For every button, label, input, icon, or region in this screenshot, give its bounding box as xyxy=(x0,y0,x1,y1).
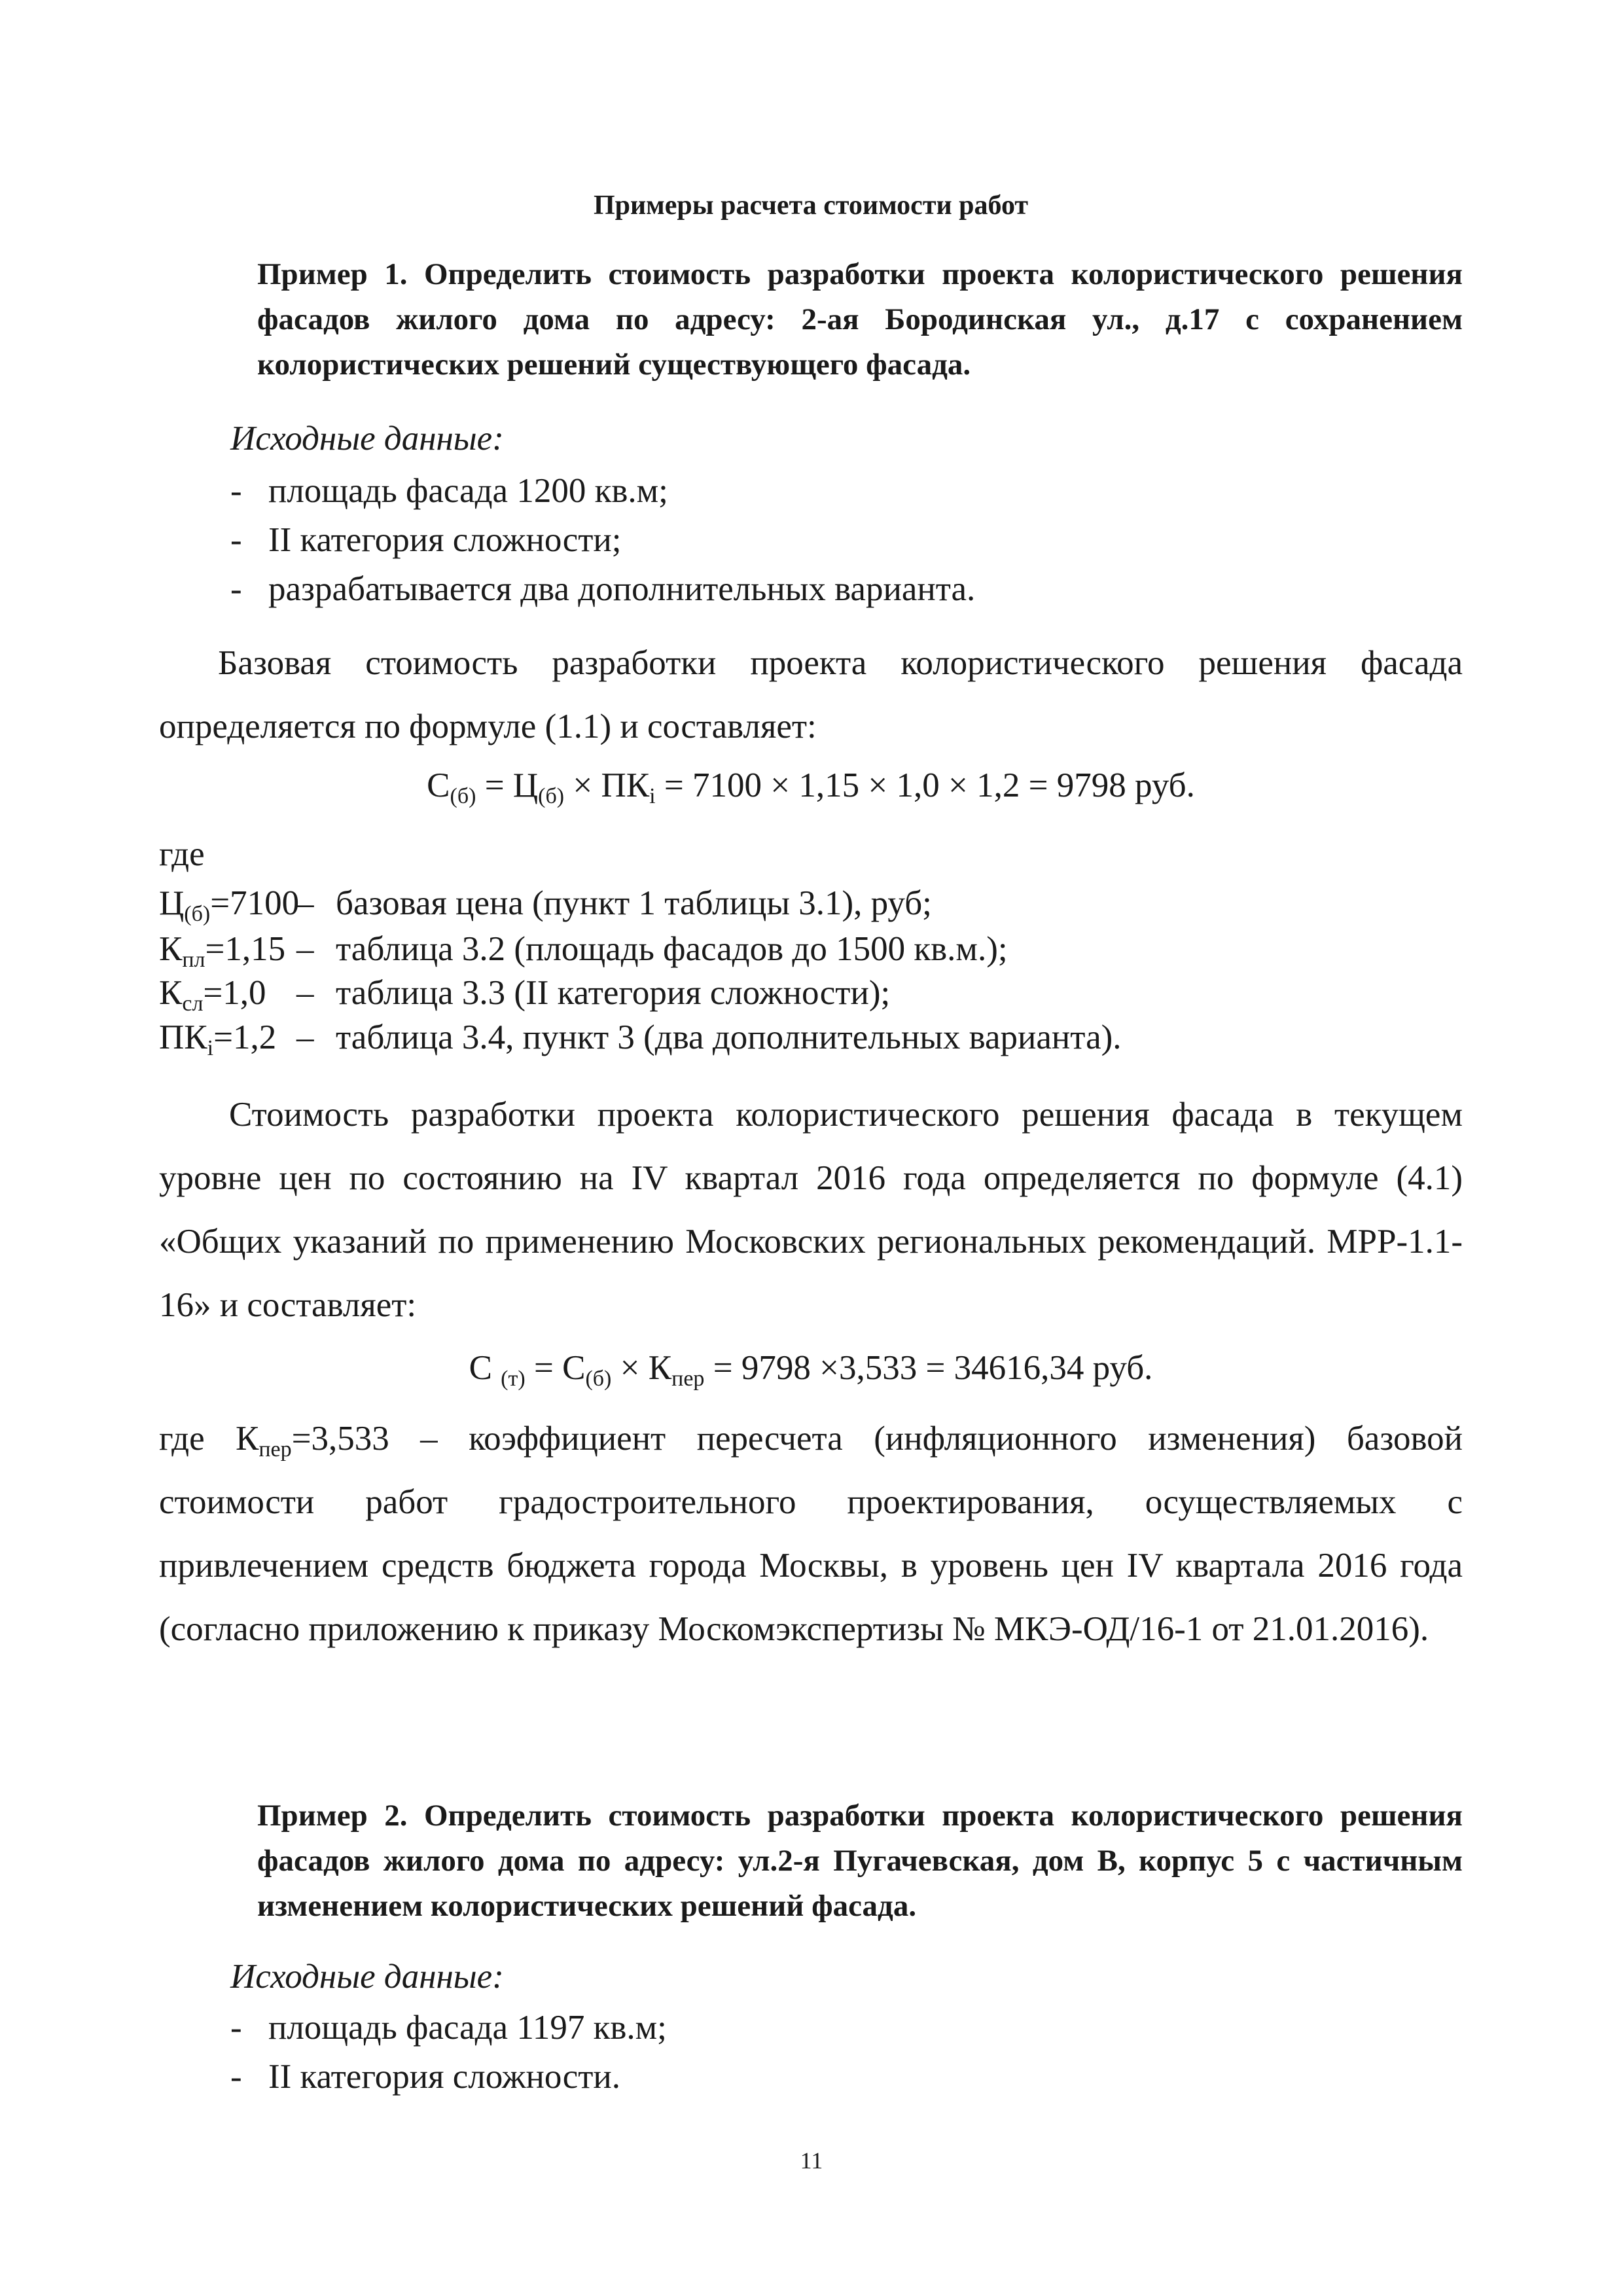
list-marker: - xyxy=(230,521,242,559)
legend-row xyxy=(159,884,1463,926)
example1-heading-text: Пример 1. Определить стоимость разработки проекта колористического решения фасадов жилого дома по адресу: 2-ая Бородинская ул., д.17 с сохранением колористических решений существующего фасада. xyxy=(257,257,1463,382)
example2-input-item xyxy=(230,2008,667,2047)
legend-dash: – xyxy=(296,930,314,968)
legend-row xyxy=(159,973,1463,1016)
formula-result: = 9798 ×3,533 = 34616,34 руб. xyxy=(704,1349,1153,1387)
example1-input-item xyxy=(230,569,975,609)
page-number: 11 xyxy=(800,2147,823,2174)
coefficient-symbol: где К xyxy=(159,1420,259,1458)
legend-symbol: $К_{сл}=1,0$ xyxy=(159,974,266,1016)
formula-subscript: (б) xyxy=(538,784,565,808)
list-marker: - xyxy=(230,2009,242,2047)
formula-subscript: пер xyxy=(259,1437,292,1462)
legend-row xyxy=(159,929,1463,972)
example2-input-item xyxy=(230,2057,620,2096)
example1-input-item xyxy=(230,471,668,511)
legend-symbol: $К_{пл}=1,15$ xyxy=(159,930,286,972)
legend-description: базовая цена (пункт 1 таблицы 3.1), руб; xyxy=(336,884,932,922)
formula-subscript: (т) xyxy=(501,1367,526,1391)
formula-symbol: × ПК xyxy=(564,766,650,804)
coefficient-text: =3,533 – коэффициент пересчета (инфляционного изменения) базовой стоимости работ градостроительного проектирования, осуществляемых с привлечением средств бюджета города Москвы, в уровень цен IV квартала 2016 года (согласно приложению к приказу Москомэкспертизы № МКЭ-ОД/16-1 от 21.01.2016). xyxy=(159,1420,1463,1648)
formula-result: = 7100 × 1,15 × 1,0 × 1,2 = 9798 руб. xyxy=(655,766,1195,804)
where-label: где xyxy=(159,835,205,873)
list-item-text: площадь фасада 1197 кв.м; xyxy=(268,2009,667,2047)
formula-subscript: пер xyxy=(671,1367,705,1391)
legend-row xyxy=(159,1018,1463,1060)
legend-symbol: $Ц_{(б)}=7100$ xyxy=(159,884,300,926)
list-item-text: площадь фасада 1200 кв.м; xyxy=(268,472,668,510)
formula-symbol: × К xyxy=(611,1349,672,1387)
coefficient-paragraph xyxy=(159,1407,1463,1661)
formula-symbol: С xyxy=(469,1349,501,1387)
formula-symbol: = Ц xyxy=(476,766,539,804)
formula-base-cost xyxy=(159,766,1463,808)
legend-description: таблица 3.2 (площадь фасадов до 1500 кв.м.); xyxy=(336,930,1008,968)
formula-subscript: (б) xyxy=(450,784,476,808)
example2-heading xyxy=(159,1793,1463,1929)
formula-subscript: i xyxy=(649,784,656,808)
legend-description: таблица 3.3 (II категория сложности); xyxy=(336,974,891,1012)
legend-description: таблица 3.4, пункт 3 (два дополнительных варианта). xyxy=(336,1018,1122,1056)
list-marker: - xyxy=(230,472,242,510)
list-item-text: разрабатывается два дополнительных варианта. xyxy=(268,570,976,608)
formula-symbol: С xyxy=(427,766,450,804)
base-cost-paragraph: Базовая стоимость разработки проекта колористического решения фасада определяется по формуле (1.1) и составляет: xyxy=(159,644,1463,745)
list-item-text: II категория сложности; xyxy=(268,521,622,559)
formula-current-cost xyxy=(159,1348,1463,1391)
example1-heading xyxy=(159,252,1463,387)
formula-symbol: = С xyxy=(525,1349,586,1387)
list-marker: - xyxy=(230,2058,242,2096)
list-item-text: II категория сложности. xyxy=(268,2058,620,2096)
legend-dash: – xyxy=(296,884,314,922)
current-cost-paragraph: Стоимость разработки проекта колористического решения фасада в текущем уровне цен по состоянию на IV квартал 2016 года определяется по формуле (4.1) «Общих указаний по применению Московских региональных рекомендаций. МРР-1.1-16» и составляет: xyxy=(159,1096,1463,1324)
example1-input-label: Исходные данные: xyxy=(230,420,504,457)
list-marker: - xyxy=(230,570,242,608)
example1-input-item xyxy=(230,520,621,560)
legend-symbol: $ПК_i=1,2$ xyxy=(159,1018,277,1060)
page-title: Примеры расчета стоимости работ xyxy=(593,190,1029,221)
legend-dash: – xyxy=(296,1018,314,1056)
example2-heading-text: Пример 2. Определить стоимость разработки проекта колористического решения фасадов жилого дома по адресу: ул.2-я Пугачевская, дом В, корпус 5 с частичным изменением колористических решений фасада. xyxy=(257,1799,1463,1923)
formula-subscript: (б) xyxy=(585,1367,612,1391)
example2-input-label: Исходные данные: xyxy=(230,1958,504,1996)
legend-dash: – xyxy=(296,974,314,1012)
